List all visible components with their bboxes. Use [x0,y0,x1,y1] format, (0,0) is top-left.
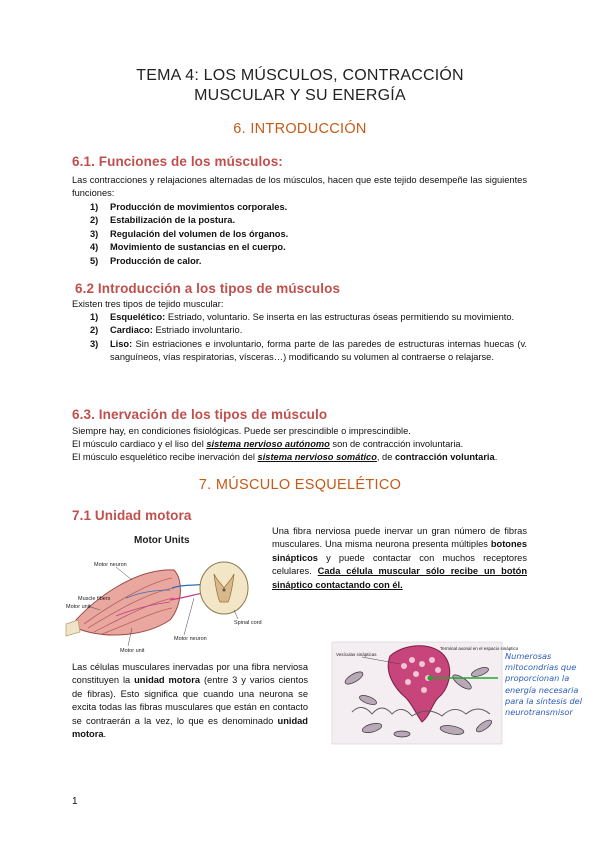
paragraph-6-3-line-2: El músculo cardiaco y el liso del sistema nervioso autónomo son de contracción involuntaria. [72,439,464,449]
list-item: 5) Producción de calor. [90,255,202,266]
list-item: 3) Regulación del volumen de los órganos. [90,228,289,239]
paragraph-6-2-intro: Existen tres tipos de tejido muscular: [72,299,224,309]
heading-6-1: 6.1. Funciones de los músculos: [72,154,283,169]
motor-units-figure [66,528,264,656]
document-title-line-2: MUSCULAR Y SU ENERGÍA [194,87,406,104]
list-item: 1) Esquelético: Estriado, voluntario. Se inserta en las estructuras óseas permitiendo su movimiento. [90,312,515,322]
heading-7-1: 7.1 Unidad motora [72,508,192,523]
section-7-title: 7. MÚSCULO ESQUELÉTICO [198,477,402,493]
svg-text:Vesículas sinápticas: Vesículas sinápticas [336,652,377,657]
document-title-line-1: TEMA 4: LOS MÚSCULOS, CONTRACCIÓN [136,67,464,84]
handwritten-note: Numerosas mitocondrias que proporcionan la energía necesaria para la síntesis del neurotransmisor [505,651,582,718]
svg-text:Motor unit: Motor unit [66,604,91,610]
svg-text:Terminal axonal en el espacio: Terminal axonal en el espacio sináptico [440,646,519,651]
svg-text:Motor unit: Motor unit [120,648,145,654]
heading-6-3: 6.3. Inervación de los tipos de músculo [72,407,328,422]
paragraph-6-3-line-3: El músculo esquelético recibe inervación del sistema nervioso somático, de contracción voluntaria. [72,452,498,462]
section-6-title: 6. INTRODUCCIÓN [233,121,367,137]
paragraph-6-3-line-1: Siempre hay, en condiciones fisiológicas. Puede ser prescindible o imprescindible. [72,426,411,436]
figure-title: Motor Units [134,535,190,546]
list-item: 3) Liso: Sin estriaciones e involuntario, forma parte de las paredes de estructuras internas huecas (v. sanguíneos, vías respiratorias, vísceras…) modificando su volumen al contraerse o relajarse. [90,338,527,363]
page-number: 1 [72,796,78,807]
svg-text:Spinal cord: Spinal cord [234,620,262,626]
synapse-micrograph-figure [332,642,519,744]
svg-text:Motor neuron: Motor neuron [94,562,127,568]
list-item: 2) Estabilización de la postura. [90,215,236,226]
svg-text:Muscle fibers: Muscle fibers [78,596,111,602]
list-item: 1) Producción de movimientos corporales. [90,202,288,212]
heading-6-2: 6.2 Introducción a los tipos de músculos [75,281,341,296]
muscle-types-list [90,311,527,365]
paragraph-6-1-intro: Las contracciones y relajaciones alternadas de los músculos, hacen que este tejido desempeñe las siguientes funciones: [72,175,527,199]
list-item: 2) Cardiaco: Estriado involuntario. [90,325,243,336]
list-item: 4) Movimiento de sustancias en el cuerpo. [90,242,286,253]
paragraph-7-1-b: Las células musculares inervadas por una fibra nerviosa constituyen la unidad motora (entre 3 y varios cientos de fibras). Esto significa que cuando una neurona se excita todas las fibras musculares que están en contacto se contraerán a la vez, lo que es denominado unidad motora. [72,662,309,740]
paragraph-7-1-a: Una fibra nerviosa puede inervar un gran número de fibras musculares. Una misma neurona presenta múltiples botones sinápticos y puede contactar con muchos receptores celulares. Cada célula muscular sólo recibe un botón sináptico contactando con él. [272,526,527,590]
functions-list [90,201,520,268]
svg-text:Motor neuron: Motor neuron [174,636,207,642]
